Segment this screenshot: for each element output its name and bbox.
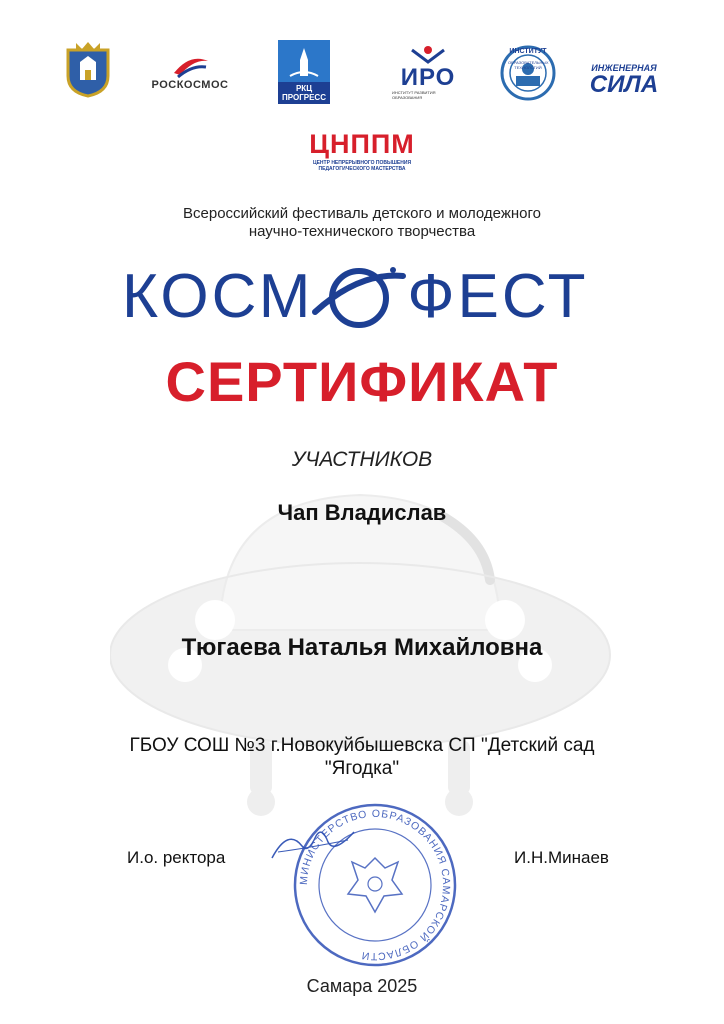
planet-icon	[311, 262, 407, 332]
inzhenernaya-label: ИНЖЕНЕРНАЯ	[591, 63, 657, 73]
kosmofest-brand	[122, 262, 602, 332]
supervisor-name: Тюгаева Наталья Михайловна	[181, 634, 543, 661]
sila-label: СИЛА	[589, 71, 659, 98]
cnppm-logo	[300, 128, 424, 174]
participant-name: Чап Владислав	[277, 500, 447, 525]
rocket-icon	[284, 46, 324, 84]
institute-label: ИНСТИТУТ	[509, 48, 547, 55]
samara-region-coat-of-arms-logo	[62, 40, 114, 98]
iro-emblem-icon	[408, 44, 448, 66]
cnppm-sublabel-2: ПЕДАГОГИЧЕСКОГО МАСТЕРСТВА	[318, 166, 406, 172]
official-stamp	[290, 800, 460, 970]
cnppm-label: ЦНППМ	[309, 129, 415, 159]
roskosmos-logo	[150, 50, 230, 96]
brand-part-1: КОСМ	[122, 262, 314, 331]
signer-role: И.о. ректора	[127, 848, 226, 867]
roskosmos-label: РОСКОСМОС	[151, 79, 229, 91]
iro-label: ИРО	[400, 64, 456, 91]
rkc-progress-logo	[278, 40, 330, 104]
organization-line-2: "Ягодка"	[324, 758, 400, 779]
iro-logo	[392, 42, 464, 102]
festival-line-1: Всероссийский фестиваль детского и молодежного	[183, 205, 541, 222]
certificate-title: СЕРТИФИКАТ	[165, 350, 559, 413]
institute-sublabel: ОБРАЗОВАТЕЛЬНЫХ ТЕХНОЛОГИЙ	[508, 60, 549, 70]
organization-line-1: ГБОУ СОШ №3 г.Новокуйбышевска СП "Детский сад	[129, 735, 595, 756]
festival-line-2: научно-технического творчества	[248, 223, 476, 240]
inzhenernaya-sila-logo	[584, 60, 664, 100]
city-year: Самара 2025	[306, 976, 418, 996]
roskosmos-emblem-icon	[170, 55, 210, 79]
signer-name: И.Н.Минаев	[514, 848, 609, 867]
stamp-text: МИНИСТЕРСТВО ОБРАЗОВАНИЯ САМАРСКОЙ ОБЛАСТИ	[297, 807, 453, 963]
svg-text:МИНИСТЕРСТВО ОБРАЗОВАНИЯ САМАР	[298, 808, 452, 962]
iro-sublabel: ИНСТИТУТ РАЗВИТИЯ ОБРАЗОВАНИЯ	[392, 90, 436, 100]
certificate-subtitle: УЧАСТНИКОВ	[291, 448, 433, 471]
institute-logo	[500, 42, 556, 104]
rkc-progress-label: РКЦ ПРОГРЕСС	[278, 82, 330, 104]
brand-part-2: ФЕСТ	[407, 262, 589, 331]
cnppm-sublabel-1: ЦЕНТР НЕПРЕРЫВНОГО ПОВЫШЕНИЯ	[312, 160, 412, 166]
